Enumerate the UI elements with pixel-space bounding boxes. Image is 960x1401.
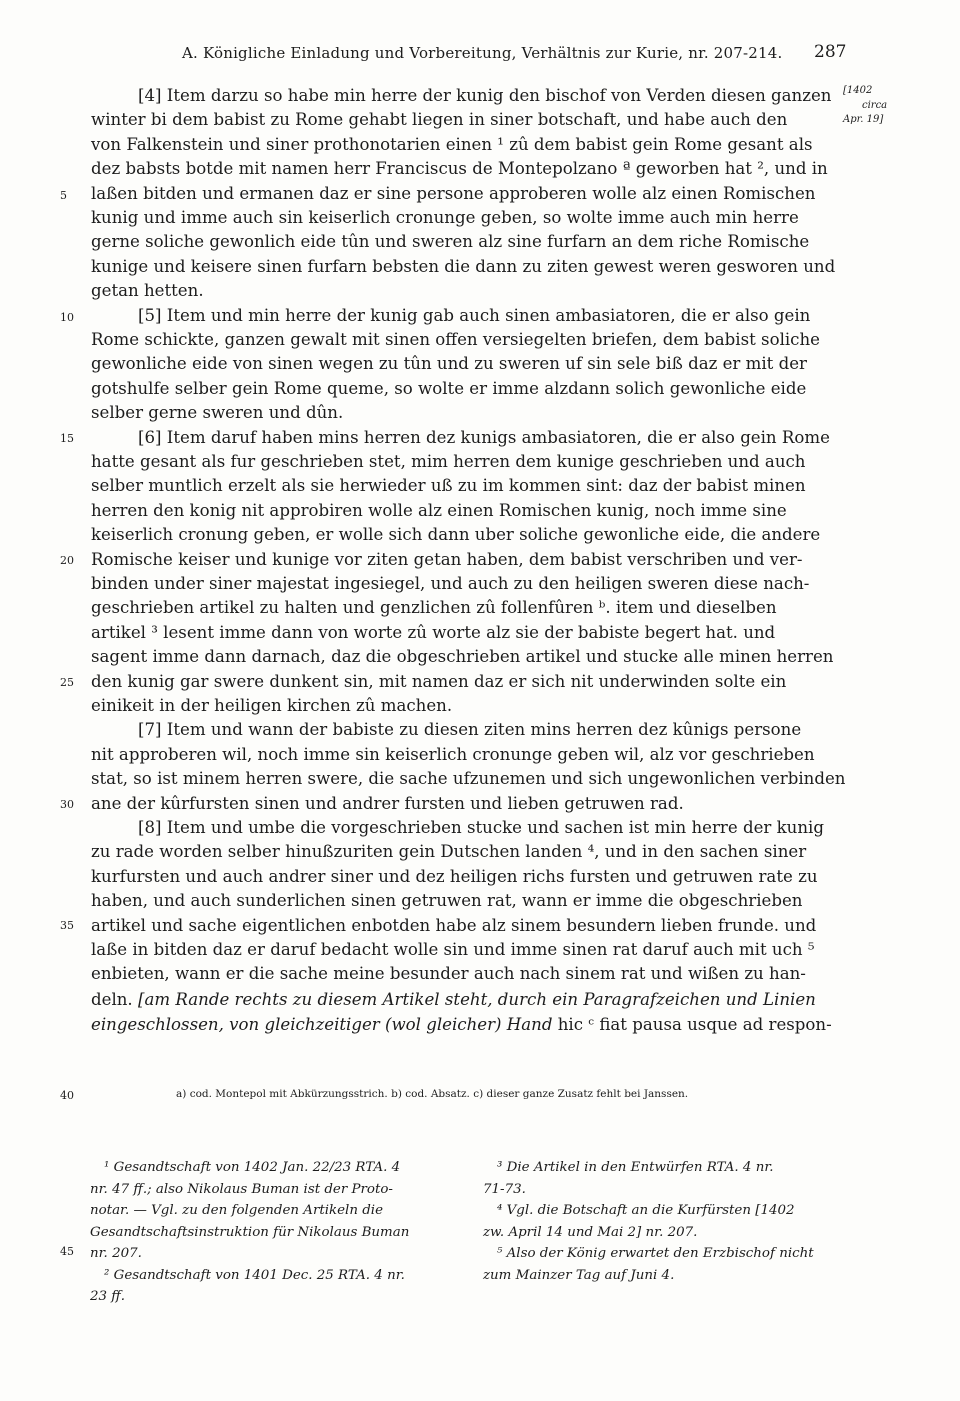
body-line: haben, und auch sunderlichen sinen getruwen rat, wann er imme die obgeschrieben (91, 891, 803, 911)
body-line: kurfursten und auch andrer siner und dez heiligen richs fursten und getruwen rate zu (91, 866, 818, 886)
footnote-line: 23 ff. (90, 1289, 126, 1304)
line-number: 45 (60, 1245, 74, 1258)
margin-date-1: [1402 (843, 85, 873, 96)
body-line: artikel ³ lesent imme dann von worte zû worte alz sie der babiste begert hat. und (91, 622, 776, 642)
line-number: 5 (60, 189, 67, 202)
body-line: kunige und keisere sinen furfarn bebsten die dann zu ziten gewest weren gesworen und (91, 256, 836, 276)
body-line: [7] Item und wann der babiste zu diesen ziten mins herren dez kûnigs persone (138, 720, 802, 740)
body-line: binden under siner majestat ingesiegel, und auch zu den heiligen sweren diese nach- (91, 574, 810, 593)
footnote-line: Gesandtschaftsinstruktion für Nikolaus Buman (90, 1224, 410, 1240)
body-line: laße in bitden daz er daruf bedacht wolle sin und imme sinen rat daruf auch mit uch ⁵ (91, 940, 815, 959)
body-line: [8] Item und umbe die vorgeschrieben stucke und sachen ist min herre der kunig (138, 818, 824, 837)
body-line: artikel und sache eigentlichen enbotden habe alz sinem besundern lieben frunde. und (91, 915, 817, 935)
body-line: herren den konig nit approbiren wolle alz einen Romischen kunig, noch imme sine (91, 500, 787, 520)
body-line: [5] Item und min herre der kunig gab auch sinen ambasiatoren, die er also gein (138, 305, 811, 325)
body-line: kunig und imme auch sin keiserlich cronunge geben, so wolte imme auch min herre (91, 208, 799, 227)
body-line: hatte gesant als fur geschrieben stet, mim herren dem kunige geschrieben und auch (91, 452, 806, 471)
footnote-line: zw. April 14 und Mai 2] nr. 207. (483, 1224, 698, 1240)
footnote-line: nr. 47 ff.; also Nikolaus Buman ist der Proto- (90, 1181, 393, 1197)
body-line: ane der kûrfursten sinen und andrer fursten und lieben getruwen rad. (91, 793, 684, 813)
last-body-line-2: eingeschlossen, von gleichzeitiger (wol gleicher) Hand hic ᶜ fiat pausa usque ad respon- (91, 1015, 832, 1034)
body-line: [4] Item darzu so habe min herre der kunig den bischof von Verden diesen ganzen (138, 86, 832, 105)
body-line: selber muntlich erzelt als sie herwieder uß zu im kommen sint: daz der babist minen (91, 476, 806, 496)
body-line: getan hetten. (91, 281, 204, 301)
body-line: enbieten, wann er die sache meine besunder auch nach sinem rat und wißen zu han- (91, 964, 806, 984)
critical-apparatus: a) cod. Montepol mit Abkürzungsstrich. b) cod. Absatz. c) dieser ganze Zusatz fehlt bei Janssen. (176, 1088, 689, 1100)
body-line: laßen bitden und ermanen daz er sine persone approberen wolle alz einen Romischen (91, 183, 816, 203)
margin-date-3: Apr. 19] (843, 114, 884, 125)
line-number: 25 (60, 676, 74, 689)
running-title: A. Königliche Einladung und Vorbereitung, Verhältnis zur Kurie, nr. 207-214. (182, 44, 783, 62)
footnote-line: ⁵ Also der König erwartet den Erzbischof nicht (497, 1246, 814, 1261)
body-line: selber gerne sweren und dûn. (91, 403, 344, 423)
body-line: einikeit in der heiligen kirchen zû machen. (91, 696, 453, 715)
body-line: von Falkenstein und siner prothonotarien einen ¹ zû dem babist gein Rome gesant als (91, 134, 813, 154)
body-line: den kunig gar swere dunkent sin, mit namen daz er sich nit underwinden solte ein (91, 671, 787, 691)
footnote-line: ⁴ Vgl. die Botschaft an die Kurfürsten [1402 (497, 1203, 795, 1218)
body-line: winter bi dem babist zu Rome gehabt liegen in siner botschaft, und habe auch den (91, 110, 788, 130)
body-line: dez babsts botde mit namen herr Franciscus de Montepolzano ª geworben hat ², und in (91, 159, 828, 179)
footnote-line: 71-73. (483, 1181, 526, 1197)
body-line: geschrieben artikel zu halten und genzlichen zû follenfûren ᵇ. item und dieselben (91, 598, 777, 618)
body-line: nit approberen wil, noch imme sin keiserlich cronunge geben wil, alz vor geschrieben (91, 744, 815, 764)
footnote-line: ² Gesandtschaft von 1401 Dec. 25 RTA. 4 nr. (104, 1267, 405, 1283)
footnote-line: zum Mainzer Tag auf Juni 4. (483, 1267, 675, 1283)
footnote-line: ³ Die Artikel in den Entwürfen RTA. 4 nr. (497, 1160, 774, 1175)
body-line: keiserlich cronung geben, er wolle sich dann uber soliche gewonliche eide, die andere (91, 525, 821, 545)
body-line: gotshulfe selber gein Rome queme, so wolte er imme alzdann solich gewonliche eide (91, 378, 807, 398)
body-line: gewonliche eide von sinen wegen zu tûn und zu sweren uf sin sele biß daz er mit der (91, 354, 807, 374)
body-line: Romische keiser und kunige vor ziten getan haben, dem babist verschriben und ver- (91, 549, 803, 569)
line-number: 10 (60, 311, 74, 324)
margin-date-2: circa (862, 100, 888, 111)
line-number: 35 (60, 919, 74, 932)
line-number: 15 (60, 432, 74, 445)
page-number: 287 (814, 42, 847, 62)
body-line: [6] Item daruf haben mins herren dez kunigs ambasiatoren, die er also gein Rome (138, 427, 830, 447)
line-number: 30 (60, 798, 74, 811)
body-line: Rome schickte, ganzen gewalt mit sinen offen versiegelten briefen, dem babist soliche (91, 330, 820, 349)
body-line: gerne soliche gewonlich eide tûn und sweren alz sine furfarn an dem riche Romische (91, 232, 810, 252)
body-line: stat, so ist minem herren swere, die sache ufzunemen und sich ungewonlichen verbinden (91, 769, 846, 789)
body-line: sagent imme dann darnach, daz die obgeschrieben artikel und stucke alle minen herren (91, 647, 834, 667)
footnote-line: nr. 207. (90, 1246, 142, 1261)
footnote-line: ¹ Gesandtschaft von 1402 Jan. 22/23 RTA. 4 (104, 1160, 401, 1175)
footnote-line: notar. — Vgl. zu den folgenden Artikeln die (90, 1203, 384, 1218)
last-body-line: deln. [am Rande rechts zu diesem Artikel steht, durch ein Paragrafzeichen und Linien (91, 990, 816, 1009)
body-line: zu rade worden selber hinußzuriten gein Dutschen landen ⁴, und in den sachen siner (91, 842, 807, 862)
line-number: 40 (60, 1089, 74, 1102)
line-number: 20 (60, 554, 74, 567)
